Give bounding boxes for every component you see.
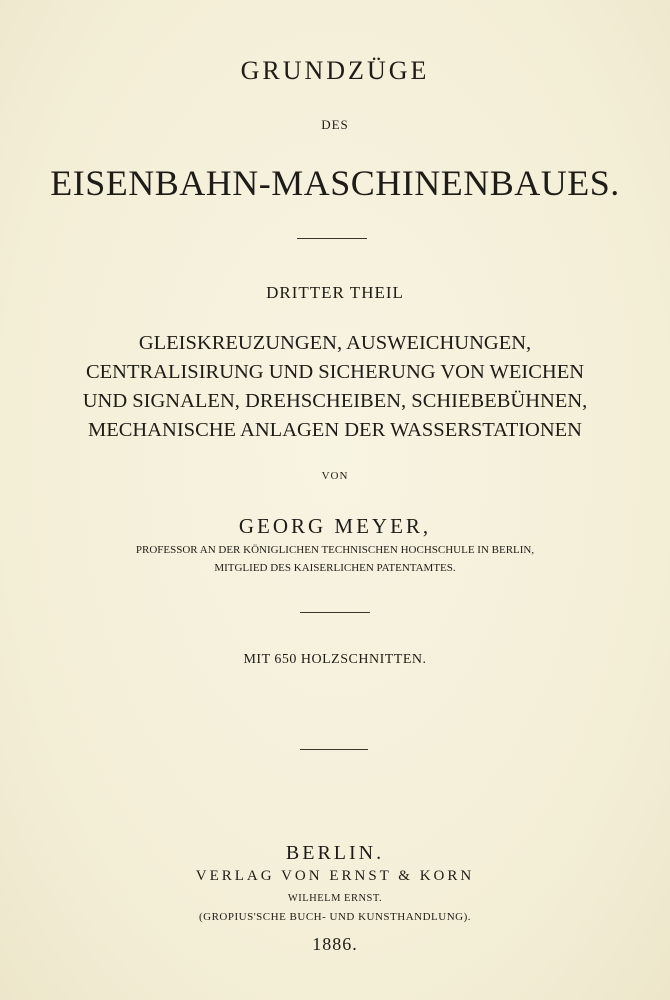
title-line-3: EISENBAHN-MASCHINENBAUES.	[50, 163, 620, 203]
imprint-year: 1886.	[312, 934, 358, 954]
divider-rule-1	[297, 238, 367, 239]
author-name: GEORG MEYER,	[238, 514, 432, 538]
part-heading: DRITTER THEIL	[266, 283, 404, 302]
illustrations-note: MIT 650 HOLZSCHNITTEN.	[243, 652, 427, 667]
title-line-1: GRUNDZÜGE	[240, 56, 430, 85]
imprint-publisher-owner: WILHELM ERNST.	[287, 893, 383, 904]
imprint-publisher-note: (GROPIUS'SCHE BUCH- UND KUNSTHANDLUNG).	[198, 911, 472, 923]
subtitle-line-3: UND SIGNALEN, DREHSCHEIBEN, SCHIEBEBÜHNEN,	[82, 390, 588, 412]
subtitle-line-1: GLEISKREUZUNGEN, AUSWEICHUNGEN,	[138, 332, 532, 354]
imprint-publisher: VERLAG VON ERNST & KORN	[195, 868, 475, 884]
author-affiliation-line-1: PROFESSOR AN DER KÖNIGLICHEN TECHNISCHEN HOCHSCHULE IN BERLIN,	[135, 544, 535, 556]
divider-rule-3	[300, 749, 368, 750]
by-label: VON	[321, 470, 349, 482]
divider-rule-2	[300, 612, 370, 613]
subtitle-line-2: CENTRALISIRUNG UND SICHERUNG VON WEICHEN	[85, 361, 585, 383]
subtitle-line-4: MECHANISCHE ANLAGEN DER WASSERSTATIONEN	[88, 419, 582, 441]
title-line-2: DES	[321, 117, 349, 132]
imprint-place: BERLIN.	[285, 842, 385, 864]
author-affiliation-line-2: MITGLIED DES KAISERLICHEN PATENTAMTES.	[214, 562, 456, 574]
